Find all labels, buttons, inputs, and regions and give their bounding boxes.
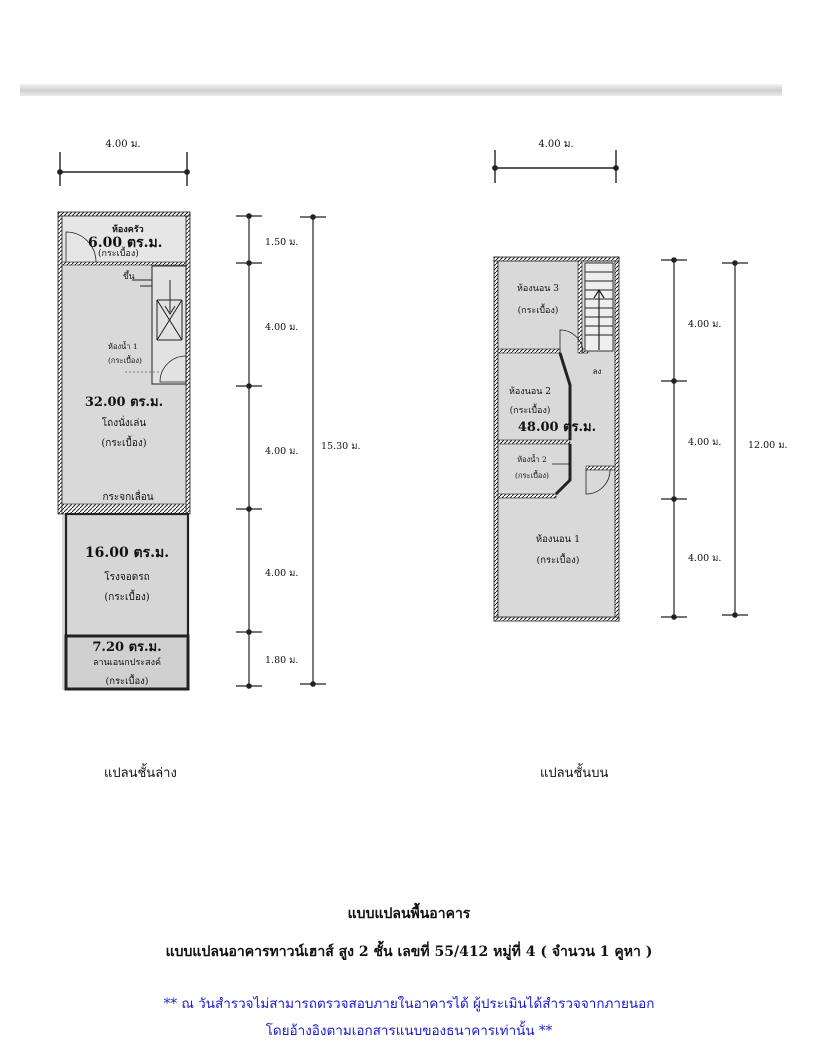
upper-dim-2: 4.00 ม. bbox=[688, 437, 722, 448]
kitchen-name: ห้องครัว bbox=[112, 225, 144, 235]
upper-width-dimension bbox=[493, 150, 618, 183]
bedroom2-name: ห้องนอน 2 bbox=[508, 387, 552, 397]
ground-floor-plan bbox=[58, 139, 361, 690]
bathroom1-floor: (กระเบื้อง) bbox=[108, 356, 142, 365]
ground-total-label: 15.30 ม. bbox=[321, 441, 361, 452]
kitchen-area: 6.00 ตร.ม. bbox=[88, 235, 163, 251]
upper-area: 48.00 ตร.ม. bbox=[517, 420, 597, 435]
upper-dim-3: 4.00 ม. bbox=[688, 553, 722, 564]
upper-dim-1: 4.00 ม. bbox=[688, 319, 722, 330]
bathroom2-floor: (กระเบื้อง) bbox=[515, 471, 549, 480]
ground-segment-dimension bbox=[236, 214, 262, 688]
garage-area: 16.00 ตร.ม. bbox=[84, 545, 170, 561]
ground-width-dimension bbox=[58, 152, 189, 186]
living-area: 32.00 ตร.ม. bbox=[84, 395, 164, 410]
ground-dim-5: 1.80 ม. bbox=[265, 655, 299, 666]
upper-stairs bbox=[585, 263, 613, 351]
garage-floor: (กระเบื้อง) bbox=[104, 592, 150, 603]
kitchen-floor: (กระเบื้อง) bbox=[98, 249, 139, 259]
upper-top-wall bbox=[494, 257, 619, 261]
ground-dim-4: 4.00 ม. bbox=[265, 568, 299, 579]
multipurpose-floor: (กระเบื้อง) bbox=[105, 676, 149, 687]
stairs-up-label: ขึ้น bbox=[123, 272, 135, 282]
stairs-down-label: ลง bbox=[592, 367, 602, 376]
ground-width-label: 4.00 ม. bbox=[105, 139, 141, 150]
upper-bottom-wall bbox=[494, 617, 619, 621]
upper-total-dimension bbox=[722, 261, 748, 617]
ground-dim-1: 1.50 ม. bbox=[265, 237, 299, 248]
ground-left-wall bbox=[58, 212, 62, 514]
upper-total-label: 12.00 ม. bbox=[748, 440, 788, 451]
bedroom3-name: ห้องนอน 3 bbox=[516, 284, 560, 294]
living-name: โถงนั่งเล่น bbox=[101, 418, 147, 429]
ground-dim-3: 4.00 ม. bbox=[265, 446, 299, 457]
page-title: แบบแปลนพื้นอาคาร bbox=[347, 906, 471, 922]
bedroom2-floor: (กระเบื้อง) bbox=[509, 406, 551, 416]
multipurpose-area: 7.20 ตร.ม. bbox=[92, 640, 162, 655]
multipurpose-name: ลานเอนกประสงค์ bbox=[92, 658, 162, 668]
bedroom3-floor: (กระเบื้อง) bbox=[517, 306, 559, 316]
ground-top-wall bbox=[58, 212, 190, 216]
living-floor: (กระเบื้อง) bbox=[101, 438, 147, 449]
upper-left-wall bbox=[494, 257, 498, 621]
bathroom1-name: ห้องน้ำ 1 bbox=[108, 342, 138, 351]
page-subtitle: แบบแปลนอาคารทาวน์เฮาส์ สูง 2 ชั้น เลขที่ 55/412 หมู่ที่ 4 ( จำนวน 1 คูหา ) bbox=[165, 944, 653, 960]
ground-dim-2: 4.00 ม. bbox=[265, 322, 299, 333]
bedroom1-floor: (กระเบื้อง) bbox=[536, 555, 580, 566]
survey-note-line1: ** ณ วันสำรวจไม่สามารถตรวจสอบภายในอาคารได้ ผู้ประเมินได้สำรวจจากภายนอก bbox=[163, 996, 655, 1012]
survey-note-line2: โดยอ้างอิงตามเอกสารแนบของธนาคารเท่านั้น ** bbox=[265, 1023, 553, 1039]
kitchen-wall bbox=[62, 262, 186, 265]
bedroom1-name: ห้องนอน 1 bbox=[535, 534, 581, 545]
ground-floor-caption: แปลนชั้นล่าง bbox=[104, 766, 177, 781]
ground-right-wall bbox=[186, 212, 190, 514]
bathroom2-name: ห้องน้ำ 2 bbox=[517, 455, 547, 464]
upper-floor-caption: แปลนชั้นบน bbox=[540, 766, 609, 781]
sliding-glass-wall bbox=[62, 504, 186, 514]
sliding-glass-label: กระจกเลื่อน bbox=[102, 492, 154, 503]
upper-floor-plan bbox=[493, 139, 788, 621]
upper-right-wall bbox=[615, 257, 619, 621]
upper-segment-dimension bbox=[661, 258, 687, 619]
upper-width-label: 4.00 ม. bbox=[538, 139, 574, 150]
garage-name: โรงจอดรถ bbox=[104, 572, 150, 583]
